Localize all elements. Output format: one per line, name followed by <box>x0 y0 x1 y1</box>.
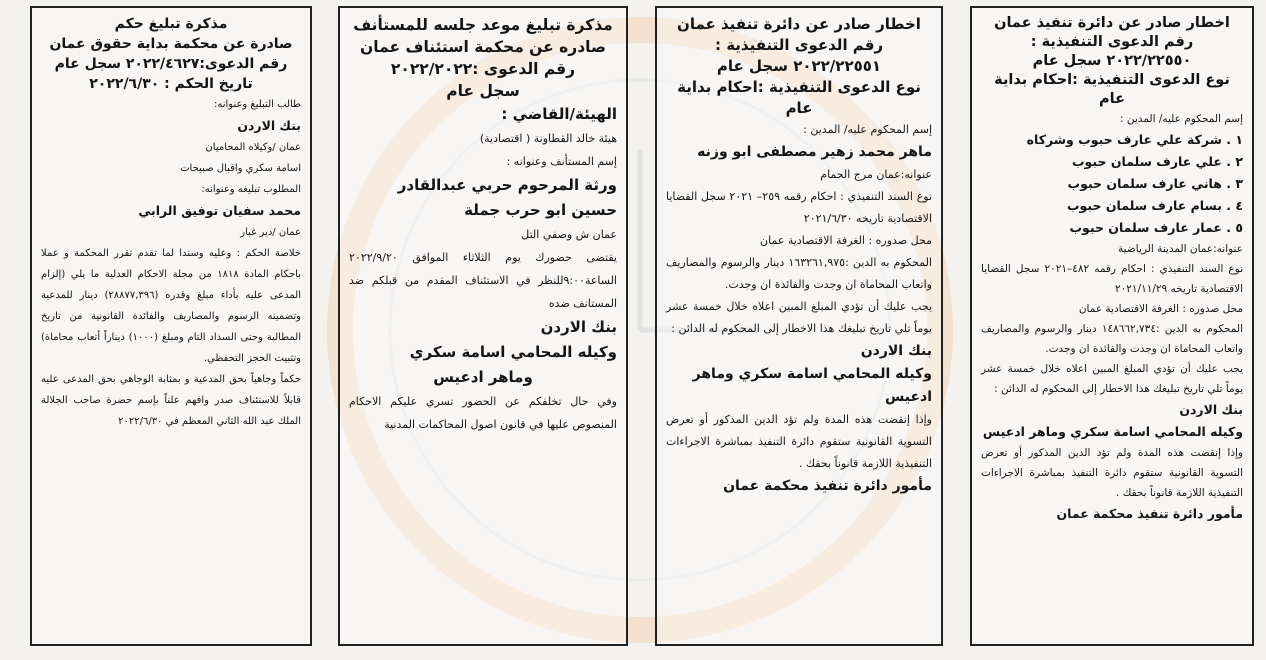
notice3-agent: وكيله المحامي اسامة سكري <box>409 343 617 361</box>
notice1-signature: مأمور دائرة تنفيذ محكمة عمان <box>1056 506 1243 521</box>
notice2-defendant-label: إسم المحكوم عليه/ المدين : <box>803 123 932 136</box>
notice-column-1 <box>970 6 1254 646</box>
notice1-amount: المحكوم به الدين :١٤٨٦٦٢,٧٣٤ دينار والرسوم والمصاريف واتعاب المحاماة ان وجدت والفائدة ان وجدت. <box>981 323 1243 355</box>
notice3-respondent: بنك الاردن <box>540 318 617 336</box>
notice1-defendant: ٥ . عمار عارف سلمان حبوب <box>1069 220 1243 235</box>
notice2-case-label: رقم الدعوى التنفيذية : <box>714 36 884 54</box>
notice1-title: اخطار صادر عن دائرة تنفيذ عمان <box>994 15 1230 31</box>
notice3-panel-label: الهيئة/القاضي : <box>501 105 617 123</box>
notice4-respondent-label: المطلوب تبليغه وعنوانه: <box>201 184 301 195</box>
notice1-case-type: نوع الدعوى التنفيذية :احكام بداية عام <box>994 72 1230 107</box>
notice1-defendant: ٣ . هاني عارف سلمان حبوب <box>1067 176 1243 191</box>
notice3-address: عمان ش وصفي التل <box>521 228 617 241</box>
notice1-warning: وإذا إنقضت هذه المدة ولم تؤد الدين المذكور أو تعرض التسوية القانونية ستقوم دائرة التنفيذ بمباشرة الاجراءات التنفيذية اللازمة قانوناً بحقك . <box>981 447 1243 499</box>
notice2-warning: وإذا إنقضت هذه المدة ولم تؤد الدين المذكور أو تعرض التسوية القانونية ستقوم دائرة التنفيذ بمباشرة الاجراءات التنفيذية اللازمة قانوناً بحقك . <box>666 413 932 470</box>
notice1-defendant: ٢ . علي عارف سلمان حبوب <box>1071 154 1243 169</box>
notice2-source: محل صدوره : الغرفة الاقتصادية عمان <box>760 234 932 247</box>
notice2-notice: يجب عليك أن تؤدي المبلغ المبين اعلاه خلال خمسة عشر يوماً تلي تاريخ تبليغك هذا الاخطار إلى المحكوم له الدائن : <box>666 300 932 335</box>
notice3-appellant-label: إسم المستأنف وعنوانه : <box>506 155 617 168</box>
notice3-panel: هيئة خالد القطاونة ( اقتصادية) <box>479 132 617 145</box>
notice1-agent: وكيله المحامي اسامة سكري وماهر ادعيس <box>982 424 1243 439</box>
notice4-requester-address: عمان /وكيلاه المحاميان <box>205 142 301 153</box>
notice3-subtitle: صادره عن محكمة استئناف عمان <box>360 38 606 56</box>
notice3-agent2: وماهر ادعيس <box>433 368 533 386</box>
notice3-case-number: رقم الدعوى :٢٠٢٢/٢٠٢٢ <box>390 60 576 78</box>
notice3-body: يقتضى حضورك يوم الثلاثاء الموافق ٢٠٢٢/٩/٢٠ الساعة٩:٠٠للنظر في الاستئناف المقدم من قبلكم ضد المستانف ضده <box>349 251 617 310</box>
notice2-case-number: ٢٠٢٢/٢٢٥٥١ سجل عام <box>716 57 882 75</box>
notice2-amount: المحكوم به الدين :١٦٣٢٦١,٩٧٥ دينار والرسوم والمصاريف واتعاب المحاماة ان وجدت والفائدة ان وجدت. <box>666 256 932 291</box>
notice-column-4 <box>30 6 312 646</box>
notice4-subtitle: صادرة عن محكمة بداية حقوق عمان <box>49 36 293 52</box>
notice4-ruling-date: تاريخ الحكم : ٢٠٢٢/٦/٣٠ <box>89 76 253 92</box>
notice2-case-type: نوع الدعوى التنفيذية :احكام بداية عام <box>677 78 921 117</box>
notice1-notice: يجب عليك أن تؤدي المبلغ المبين اعلاه خلال خمسة عشر يوماً تلي تاريخ تبليغك هذا الاخطار إلى المحكوم له الدائن : <box>981 363 1243 395</box>
notice1-source: محل صدوره : الغرفة الاقتصادية عمان <box>1078 303 1243 315</box>
notice2-title: اخطار صادر عن دائرة تنفيذ عمان <box>677 15 921 33</box>
notice4-requester: بنك الاردن <box>237 118 301 133</box>
notice4-respondent-address: عمان /دير غبار <box>240 227 301 238</box>
notice4-ruling: خلاصة الحكم : وعليه وسندا لما تقدم تقرر المحكمة و عملا باحكام المادة ١٨١٨ من مجلة الاحكام العدلية ما يلي (إلزام المدعى عليه بأداء مبلغ وقدره (٢٨٨٧٧,٣٩٦) دينار للمدعية وتضمينه الرسوم والمصاريف والفائدة القانونية من تاريخ المطالبة وحتى السداد التام ومبلغ (١٠٠٠) ديناراً أتعاب محاماة) وتثبيت الحجز التحفظي. <box>41 248 301 364</box>
notice1-case-label: رقم الدعوى التنفيذية : <box>1030 34 1194 50</box>
notice4-requester-label: طالب التبليغ وعنوانه: <box>213 99 301 110</box>
notice2-defendant: ماهر محمد زهير مصطفى ابو وزنه <box>697 144 932 160</box>
notice2-creditor: بنك الاردن <box>860 343 932 359</box>
notice3-appellant: ورثة المرحوم حربي عبدالقادر حسين ابو حرب جملة <box>397 176 617 219</box>
notice4-case-number: رقم الدعوى:٢٠٢٢/٤٦٢٧ سجل عام <box>54 56 288 72</box>
notice3-title: مذكرة تبليغ موعد جلسه للمستأنف <box>353 16 613 34</box>
notice1-defendant-label: إسم المحكوم عليه/ المدين : <box>1120 113 1243 125</box>
notice1-defendant: ١ . شركة علي عارف حبوب وشركاه <box>1026 132 1243 147</box>
notice1-deed: نوع السند التنفيذي : احكام رقمه ٤٨٢–٢٠٢١ سجل القضايا الاقتصادية تاريخه ٢٠٢١/١١/٢٩ <box>981 263 1243 295</box>
notice-column-2 <box>655 6 943 646</box>
notice3-closing: وفي حال تخلفكم عن الحضور تسري عليكم الاحكام المنصوص عليها في قانون اصول المحاكمات المدنية <box>349 395 617 431</box>
notice3-registry: سجل عام <box>446 82 520 100</box>
notice1-defendant: ٤ . بسام عارف سلمان حبوب <box>1066 198 1243 213</box>
notice2-address: عنوانه:عمان مرج الحمام <box>820 168 932 181</box>
notice4-lawyers: اسامة سكري واقبال صبيحات <box>180 163 301 174</box>
notice4-verdict: حكماً وجاهياً بحق المدعية و بمثابة الوجاهي بحق المدعى عليه قابلاً للاستئناف صدر وافهم علناً بإسم حضرة صاحب الجلالة الملك عبد الله الثاني المعظم في ٢٠٢٢/٦/٣٠ <box>41 374 301 427</box>
notice2-signature: مأمور دائرة تنفيذ محكمة عمان <box>723 478 932 494</box>
notice-column-3 <box>338 6 628 646</box>
notice2-deed: نوع السند التنفيذي : احكام رقمه ٢٥٩– ٢٠٢١ سجل القضايا الاقتصادية تاريخه ٢٠٢١/٦/٣٠ <box>666 190 933 225</box>
notice4-respondent: محمد سفيان توفيق الرابي <box>138 203 301 218</box>
notice1-case-number: ٢٠٢٢/٢٢٥٥٠ سجل عام <box>1032 53 1192 69</box>
notice4-title: مذكرة تبليغ حكم <box>114 16 228 32</box>
notice1-creditor: بنك الاردن <box>1179 402 1243 417</box>
notice1-address: عنوانه:عمان المدينة الرياضية <box>1118 243 1243 255</box>
notice2-agent: وكيله المحامي اسامة سكري وماهر ادعيس <box>692 366 932 405</box>
